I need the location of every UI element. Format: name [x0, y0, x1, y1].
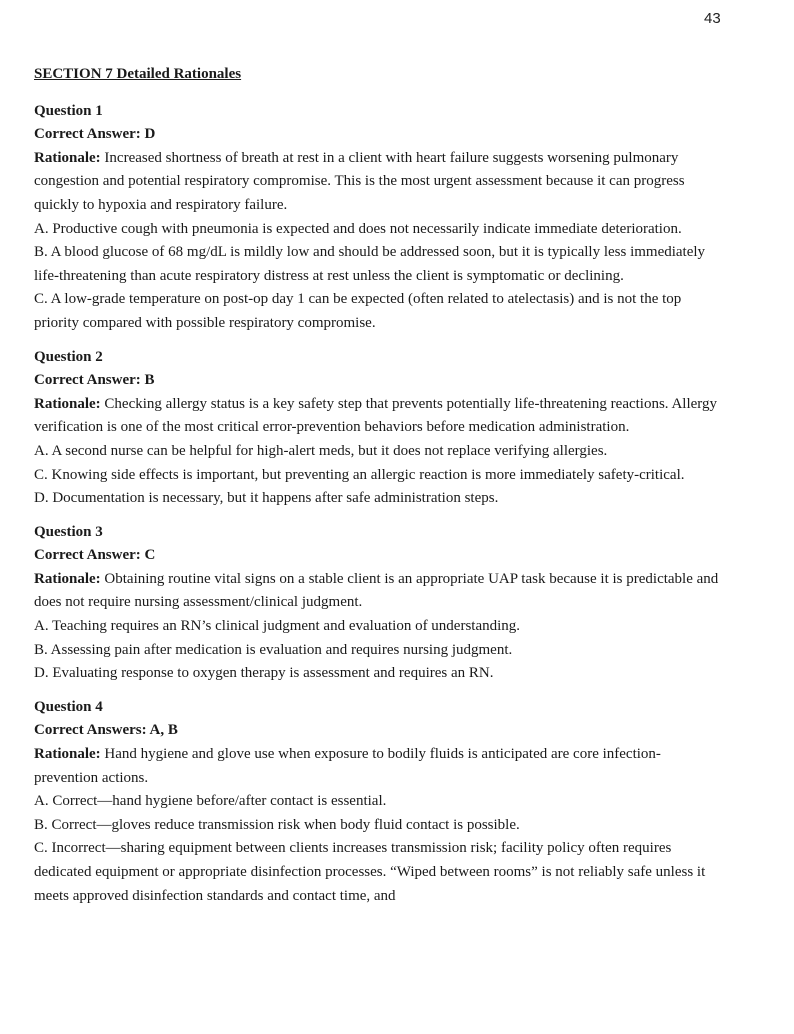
option-explanation: D. Documentation is necessary, but it happens after safe administration steps.	[34, 490, 499, 507]
rationale-text	[34, 147, 724, 218]
document-body	[34, 63, 724, 918]
correct-answer: Correct Answer: D	[34, 126, 156, 143]
page-number: 43	[704, 10, 721, 27]
rationale-body: Increased shortness of breath at rest in a client with heart failure suggests worsening pulmonary congestion and potential respiratory compromise. This is the most urgent assessment because it can progress quickly to hypoxia and respiratory failure.	[34, 149, 685, 213]
rationale-text	[34, 568, 724, 615]
question-title: Question 2	[34, 348, 103, 365]
rationale-label: Rationale:	[34, 570, 101, 587]
rationale-label: Rationale:	[34, 149, 101, 166]
rationale-body: Hand hygiene and glove use when exposure to bodily fluids is anticipated are core infection-prevention actions.	[34, 746, 661, 786]
option-explanation: D. Evaluating response to oxygen therapy is assessment and requires an RN.	[34, 665, 494, 682]
question-title: Question 3	[34, 523, 103, 540]
option-explanation: A. Productive cough with pneumonia is expected and does not necessarily indicate immediate deterioration.	[34, 220, 682, 237]
option-explanation: A. A second nurse can be helpful for high-alert meds, but it does not replace verifying allergies.	[34, 442, 608, 459]
question-block	[34, 696, 724, 908]
rationale-label: Rationale:	[34, 395, 101, 412]
section-title: SECTION 7 Detailed Rationales	[34, 66, 242, 82]
rationale-body: Checking allergy status is a key safety step that prevents potentially life-threatening reactions. Allergy verification is one of the most critical error-prevention behaviors before medication administration.	[34, 395, 718, 436]
rationale-body: Obtaining routine vital signs on a stable client is an appropriate UAP task because it is predictable and does not require nursing assessment/clinical judgment.	[34, 570, 719, 611]
rationale-label: Rationale:	[34, 746, 101, 763]
rationale-text	[34, 393, 724, 440]
rationale-text	[34, 743, 724, 790]
option-explanation: A. Correct—hand hygiene before/after contact is essential.	[34, 793, 387, 810]
question-block	[34, 521, 724, 686]
option-explanation: B. Assessing pain after medication is evaluation and requires nursing judgment.	[34, 641, 513, 658]
question-block	[34, 346, 724, 511]
option-explanation: C. Incorrect—sharing equipment between clients increases transmission risk; facility policy often requires dedicated equipment or appropriate disinfection processes. “Wiped between rooms” is not reliably safe unless it meets approved disinfection standards and contact time, and	[34, 840, 706, 904]
option-explanation: A. Teaching requires an RN’s clinical judgment and evaluation of understanding.	[34, 618, 521, 635]
question-block	[34, 100, 724, 336]
option-explanation: C. A low-grade temperature on post-op day 1 can be expected (often related to atelectasis) and is not the top priority compared with possible respiratory compromise.	[34, 291, 682, 331]
question-title: Question 4	[34, 698, 103, 715]
option-explanation: B. A blood glucose of 68 mg/dL is mildly low and should be addressed soon, but it is typically less immediately life-threatening than acute respiratory distress at rest unless the client is symptomatic or declining.	[34, 244, 706, 284]
correct-answer: Correct Answer: B	[34, 372, 155, 389]
correct-answer: Correct Answers: A, B	[34, 722, 178, 739]
question-title: Question 1	[34, 102, 103, 119]
option-explanation: C. Knowing side effects is important, but preventing an allergic reaction is more immediately safety-critical.	[34, 466, 685, 483]
correct-answer: Correct Answer: C	[34, 547, 156, 564]
option-explanation: B. Correct—gloves reduce transmission risk when body fluid contact is possible.	[34, 816, 520, 833]
